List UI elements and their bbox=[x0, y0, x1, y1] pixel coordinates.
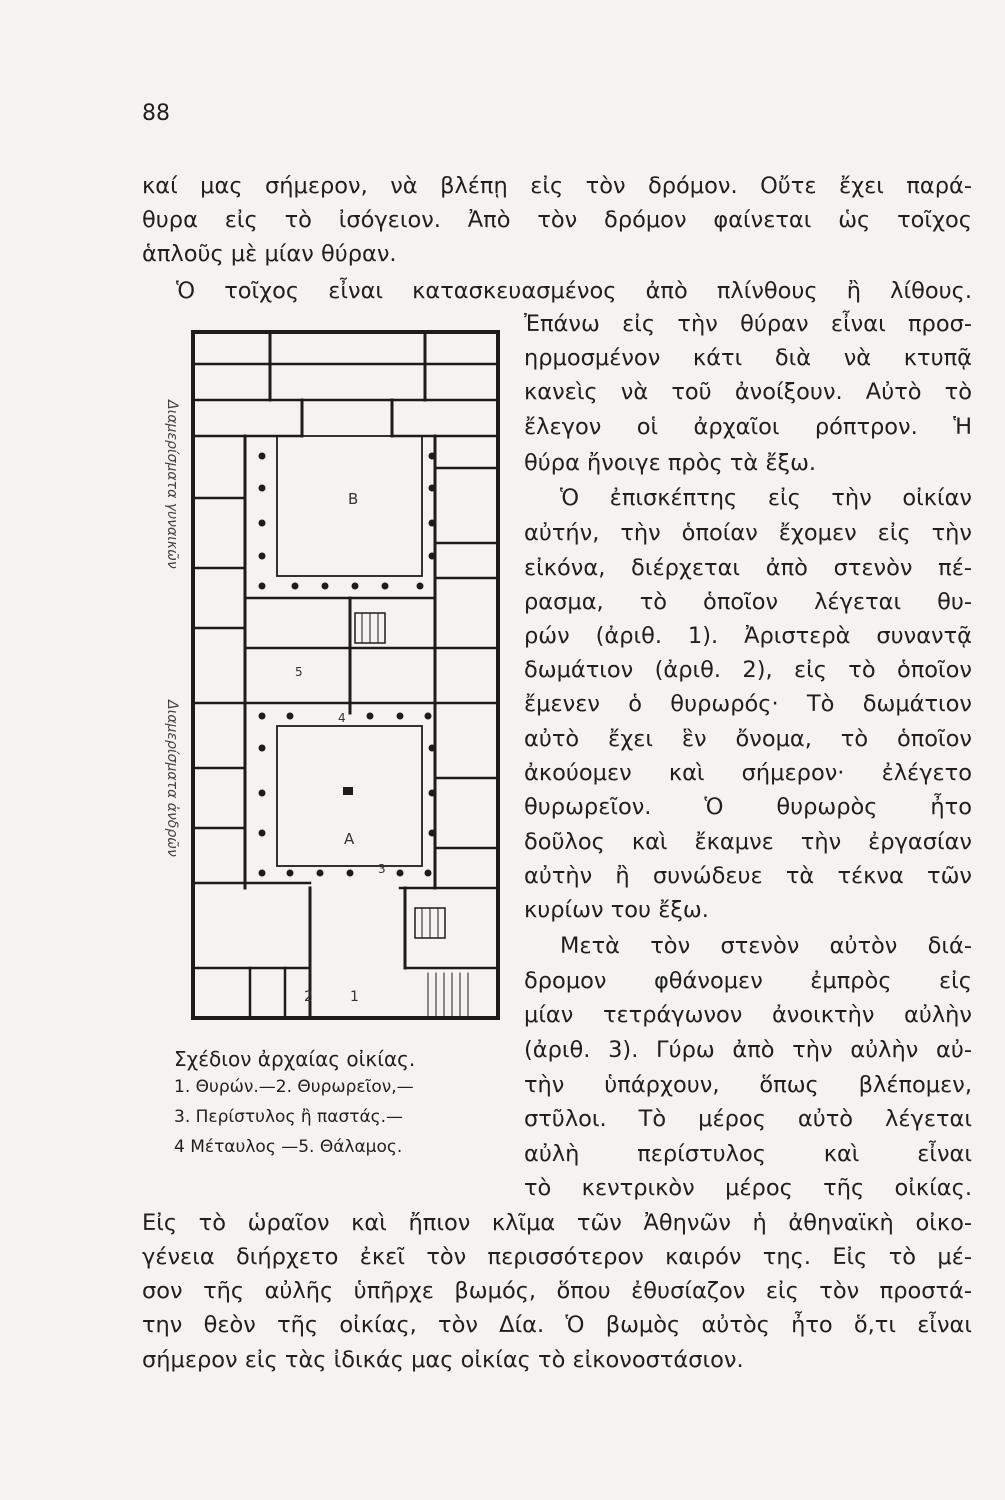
text-line: Ὁ τοῖχος εἶναι κατασκευασμένος ἀπὸ πλίνθους ἢ λίθους. bbox=[176, 278, 972, 304]
text-line: μίαν τετράγωνον ἀνοικτὴν αὐλὴν bbox=[524, 1002, 972, 1028]
text-line: δρομον φθάνομεν ἐμπρὸς εἰς bbox=[524, 968, 972, 994]
text-line: τὸ κεντρικὸν μέρος τῆς οἰκίας. bbox=[524, 1175, 972, 1201]
text-line: ἔμενεν ὁ θυρωρός· Τὸ δωμάτιον bbox=[524, 691, 972, 717]
peristyle-columns bbox=[259, 453, 436, 877]
text-line: ρών (ἀριθ. 1). Ἀριστερὰ συναντᾷ bbox=[524, 623, 972, 649]
page-number: 88 bbox=[142, 101, 170, 126]
label-court-a: Α bbox=[344, 830, 355, 848]
text-line: ἀκούομεν καὶ σήμερον· ἐλέγετο bbox=[524, 760, 972, 786]
text-line: την θεὸν τῆς οἰκίας, τὸν Δία. Ὁ βωμὸς αὐτὸς ἦτο ὅ,τι εἶναι bbox=[142, 1312, 972, 1338]
side-label-mens-quarters: Διαμερίσματα ἀνδρῶν bbox=[164, 700, 180, 857]
text-line: θυρα εἰς τὸ ἰσόγειον. Ἀπὸ τὸν δρόμον φαίνεται ὡς τοῖχος bbox=[142, 207, 972, 233]
side-label-womens-quarters: Διαμερίσματα γυναικῶν bbox=[164, 400, 180, 569]
label-5: 5 bbox=[295, 665, 303, 679]
caption-title: Σχέδιον ἀρχαίας οἰκίας. bbox=[174, 1047, 416, 1071]
label-court-b: Β bbox=[348, 490, 359, 508]
caption-item: 3. Περίστυλος ἢ παστάς.— bbox=[174, 1107, 404, 1127]
text-line: Ὁ ἐπισκέπτης εἰς τὴν οἰκίαν bbox=[560, 485, 972, 511]
label-4: 4 bbox=[338, 711, 346, 725]
text-line: ἔλεγον οἱ ἀρχαῖοι ρόπτρον. Ἡ bbox=[524, 414, 972, 440]
text-line: θυρωρεῖον. Ὁ θυρωρὸς ἦτο bbox=[524, 794, 972, 820]
caption-item: 4 Μέταυλος —5. Θάλαμος. bbox=[174, 1137, 403, 1157]
text-line: ηρμοσμένον κάτι διὰ νὰ κτυπᾷ bbox=[524, 345, 972, 371]
text-line: Εἰς τὸ ὡραῖον καὶ ἤπιον κλῖμα τῶν Ἀθηνῶν ἡ ἀθηναϊκὴ οἰκο- bbox=[142, 1210, 972, 1236]
text-line: δοῦλος καὶ ἔκαμνε τὴν ἐργασίαν bbox=[524, 829, 972, 855]
caption-item: 1. Θυρών.—2. Θυρωρεῖον,— bbox=[174, 1077, 414, 1097]
text-line: ἁπλοῦς μὲ μίαν θύραν. bbox=[142, 241, 397, 267]
label-3: 3 bbox=[378, 862, 386, 876]
text-line: στῦλοι. Τὸ μέρος αὐτὸ λέγεται bbox=[524, 1106, 972, 1132]
text-line: (ἀριθ. 3). Γύρω ἀπὸ τὴν αὐλὴν αὐ- bbox=[524, 1037, 972, 1063]
label-2: 2 bbox=[304, 989, 313, 1005]
text-line: τὴν ὑπάρχουν, ὅπως βλέπομεν, bbox=[524, 1072, 972, 1098]
text-line: κανεὶς νὰ τοῦ ἀνοίξουν. Αὐτὸ τὸ bbox=[524, 379, 972, 405]
text-line: ρασμα, τὸ ὁποῖον λέγεται θυ- bbox=[524, 589, 972, 615]
altar bbox=[343, 787, 353, 795]
label-1: 1 bbox=[350, 989, 359, 1005]
text-line: αὐτὸ ἔχει ἓν ὄνομα, τὸ ὁποῖον bbox=[524, 726, 972, 752]
text-line: σον τῆς αὐλῆς ὑπῆρχε βωμός, ὅπου ἐθυσίαζον εἰς τὸν προστά- bbox=[142, 1278, 972, 1304]
text-line: Ἐπάνω εἰς τὴν θύραν εἶναι προσ- bbox=[524, 311, 972, 337]
text-line: καί μας σήμερον, νὰ βλέπῃ εἰς τὸν δρόμον. Οὔτε ἔχει παρά- bbox=[142, 173, 972, 199]
text-line: σήμερον εἰς τὰς ἰδικάς μας οἰκίας τὸ εἰκονοστάσιον. bbox=[142, 1347, 744, 1373]
text-line: δωμάτιον (ἀριθ. 2), εἰς τὸ ὁποῖον bbox=[524, 657, 972, 683]
house-floor-plan bbox=[190, 328, 502, 1020]
text-line: κυρίων του ἔξω. bbox=[524, 897, 709, 923]
text-line: αὐλὴ περίστυλος καὶ εἶναι bbox=[524, 1141, 972, 1167]
text-line: αὐτήν, τὴν ὁποίαν ἔχομεν εἰς τὴν bbox=[524, 520, 972, 546]
text-line: θύρα ἤνοιγε πρὸς τὰ ἔξω. bbox=[524, 450, 817, 476]
text-line: Μετὰ τὸν στενὸν αὐτὸν διά- bbox=[560, 933, 972, 959]
text-line: αὐτὴν ἢ συνώδευε τὰ τέκνα τῶν bbox=[524, 863, 972, 889]
text-line: γένεια διήρχετο ἐκεῖ τὸν περισσότερον καιρόν της. Εἰς τὸ μέ- bbox=[142, 1244, 972, 1270]
text-line: εἰκόνα, διέρχεται ἀπὸ στενὸν πέ- bbox=[524, 555, 972, 581]
